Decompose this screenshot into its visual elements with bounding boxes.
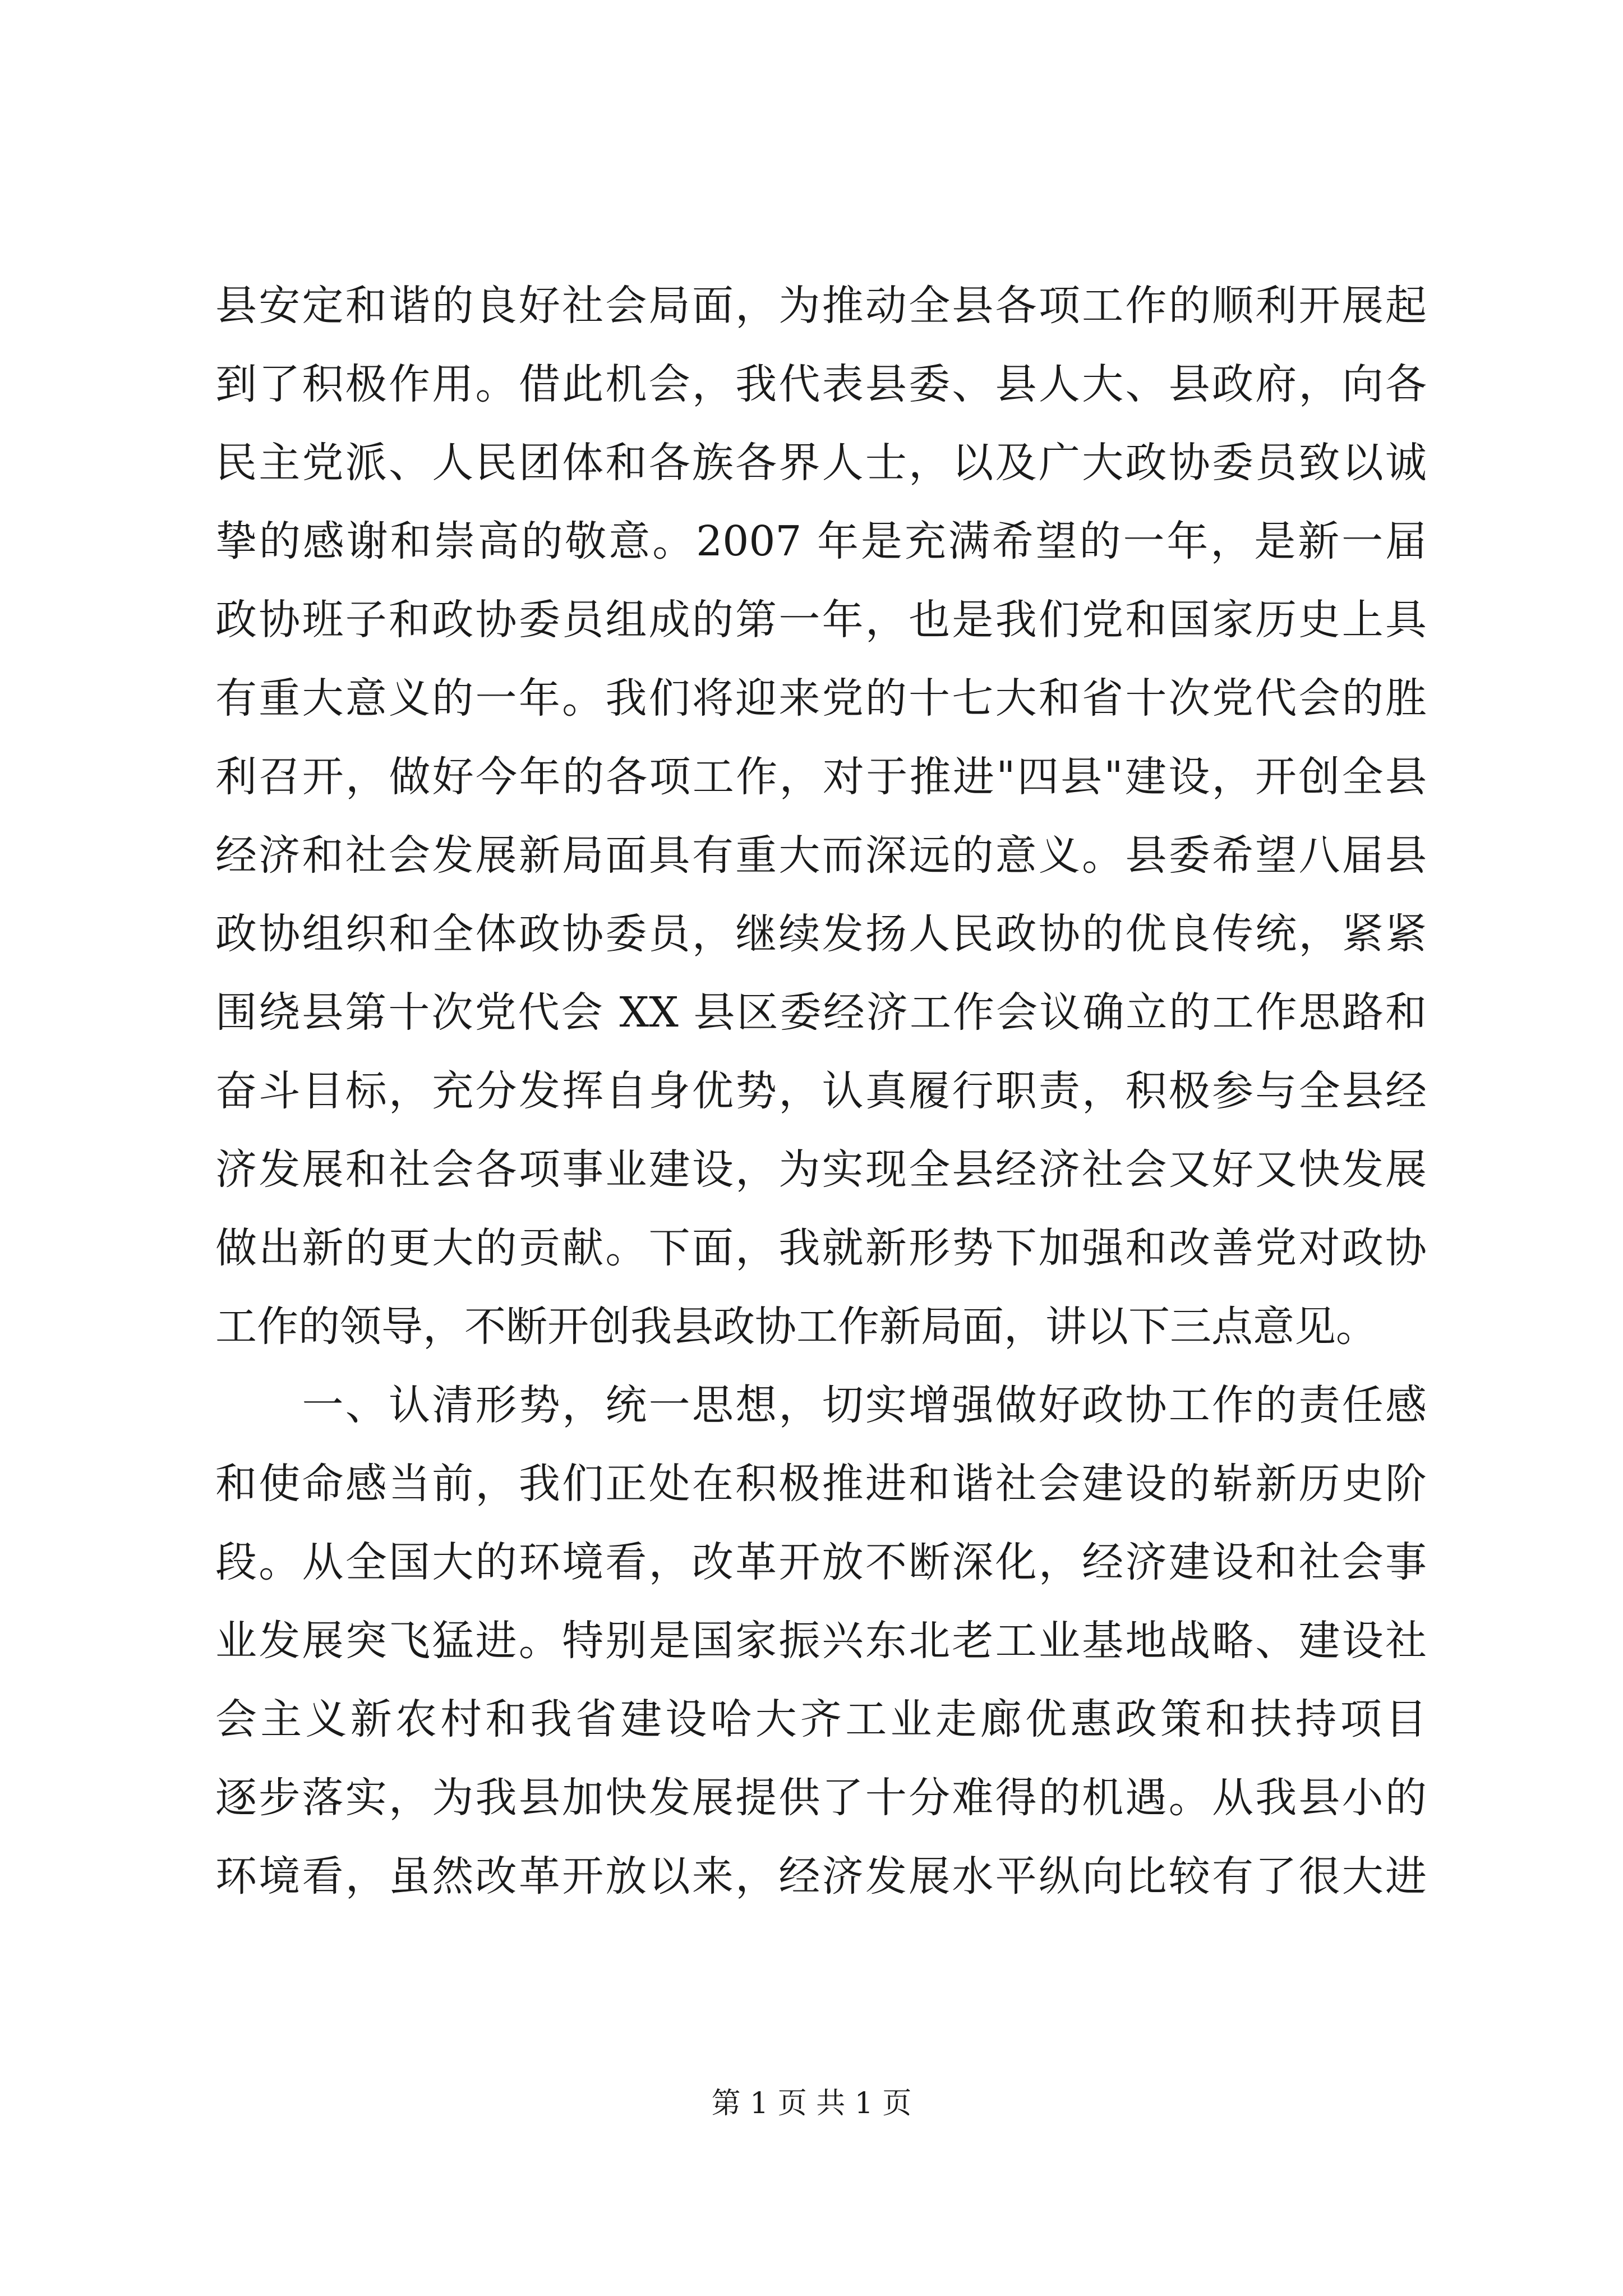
page-footer xyxy=(0,2087,1623,2120)
text-line: 奋斗目标，充分发挥自身优势，认真履行职责，积极参与全县经 xyxy=(215,1067,1427,1115)
text-line: 济发展和社会各项事业建设，为实现全县经济社会又好又快发展 xyxy=(215,1145,1427,1194)
section-heading-line: 一、认清形势，统一思想，切实增强做好政协工作的责任感 xyxy=(215,1381,1427,1429)
document-body xyxy=(215,266,1427,1916)
text-line: 环境看，虽然改革开放以来，经济发展水平纵向比较有了很大进 xyxy=(215,1852,1427,1901)
text-line: 做出新的更大的贡献。下面，我就新形势下加强和改善党对政协 xyxy=(215,1224,1427,1272)
text-line: 利召开，做好今年的各项工作，对于推进"四县"建设，开创全县 xyxy=(215,753,1427,801)
page-number: 第 1 页 共 1 页 xyxy=(711,2087,912,2120)
text-line: 工作的领导，不断开创我县政协工作新局面，讲以下三点意见。 xyxy=(215,1303,1377,1351)
text-line: 围绕县第十次党代会 XX 县区委经济工作会议确立的工作思路和 xyxy=(215,988,1427,1037)
text-line: 业发展突飞猛进。特别是国家振兴东北老工业基地战略、建设社 xyxy=(215,1617,1427,1665)
text-line: 段。从全国大的环境看，改革开放不断深化，经济建设和社会事 xyxy=(215,1538,1427,1586)
text-line: 和使命感当前，我们正处在积极推进和谐社会建设的崭新历史阶 xyxy=(215,1460,1427,1508)
text-line: 民主党派、人民团体和各族各界人士，以及广大政协委员致以诚 xyxy=(215,439,1427,487)
text-line: 逐步落实，为我县加快发展提供了十分难得的机遇。从我县小的 xyxy=(215,1774,1427,1822)
text-line: 经济和社会发展新局面具有重大而深远的意义。县委希望八届县 xyxy=(215,831,1427,880)
text-line: 挚的感谢和崇高的敬意。2007 年是充满希望的一年，是新一届 xyxy=(215,517,1427,565)
text-line: 县安定和谐的良好社会局面，为推动全县各项工作的顺利开展起 xyxy=(215,282,1427,330)
text-line: 政协组织和全体政协委员，继续发扬人民政协的优良传统，紧紧 xyxy=(215,910,1427,958)
text-line: 会主义新农村和我省建设哈大齐工业走廊优惠政策和扶持项目 xyxy=(215,1695,1427,1743)
text-line: 到了积极作用。借此机会，我代表县委、县人大、县政府，向各 xyxy=(215,360,1427,408)
text-line: 有重大意义的一年。我们将迎来党的十七大和省十次党代会的胜 xyxy=(215,674,1427,723)
text-line: 政协班子和政协委员组成的第一年，也是我们党和国家历史上具 xyxy=(215,596,1427,644)
